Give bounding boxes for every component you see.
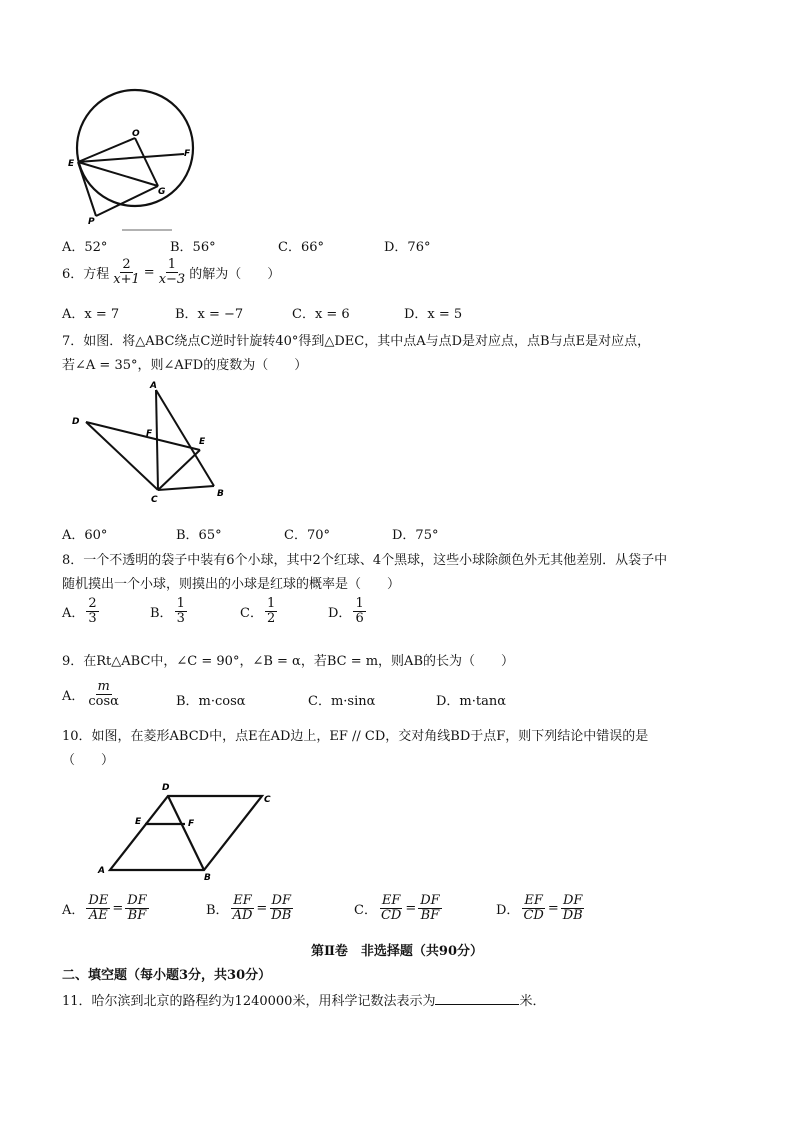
fig5-label-o: O: [132, 129, 140, 139]
fig10-label-e: E: [135, 817, 142, 827]
fig7-label-f: F: [146, 429, 153, 439]
q8-option-a: A． $\frac{2}{3}$: [62, 596, 97, 626]
q6-equals: =: [143, 264, 155, 280]
q10-option-d: D． $\frac{EF}{CD}$ = $\frac{DF}{DB}$: [496, 893, 583, 923]
q11-text: 11．哈尔滨到北京的路程约为1240000米，用科学记数法表示为: [62, 994, 436, 1009]
question-11: [62, 990, 545, 1009]
q10-line-2: （ ）: [62, 753, 115, 768]
section-2-title: 第Ⅱ卷 非选择题（共90分）: [310, 944, 484, 959]
fig10-label-d: D: [162, 783, 170, 793]
q8-line-2: 随机摸出一个小球，则摸出的小球是红球的概率是（ ）: [62, 577, 401, 592]
fig10-label-f: F: [188, 819, 195, 829]
q7-option-c: C．70°: [284, 528, 330, 543]
part-2-heading: 二、填空题（每小题3分，共30分）: [62, 968, 272, 983]
q8-option-c: C． $\frac{1}{2}$: [240, 596, 276, 626]
q5-option-b: B．56°: [170, 240, 216, 255]
fig7-label-b: B: [217, 489, 224, 499]
q5-option-d: D．76°: [384, 240, 431, 255]
q10-line-1: 10．如图，在菱形ABCD中，点E在AD边上，EF // CD，交对角线BD于点F，则下列结论中错误的是: [62, 729, 649, 744]
q6-option-b: B．x = −7: [175, 307, 244, 322]
fig7-label-e: E: [199, 437, 206, 447]
q7-line-1: 7．如图．将△ABC绕点C逆时针旋转40°得到△DEC，其中点A与点D是对应点，点B与点E是对应点，: [62, 334, 651, 349]
q6-option-d: D．x = 5: [404, 307, 463, 322]
fig10-label-c: C: [264, 795, 271, 805]
fig5-label-e: E: [68, 159, 75, 169]
fig7-label-d: D: [72, 417, 80, 427]
q6-option-a: A．x = 7: [62, 307, 120, 322]
fig10-label-a: A: [98, 866, 105, 876]
q11-unit: 米．: [519, 994, 546, 1009]
q6-fraction-right: [157, 258, 188, 286]
q10-option-c: C． $\frac{EF}{CD}$ = $\frac{DF}{BF}$: [354, 893, 440, 923]
q11-answer-blank[interactable]: [435, 992, 519, 1005]
q6-fraction-left: [111, 258, 142, 286]
fig5-label-g: G: [158, 187, 166, 197]
circle-figure: [60, 86, 200, 236]
question-6: [62, 258, 280, 286]
q8-line-1: 8．一个不透明的袋子中装有6个小球，其中2个红球、4个黑球，这些小球除颜色外无其他差别．从袋子中: [62, 553, 668, 568]
q7-line-2: 若∠A = 35°，则∠AFD的度数为（ ）: [62, 358, 308, 373]
q10-option-b: B． $\frac{EF}{AD}$ = $\frac{DF}{DB}$: [206, 893, 292, 923]
fig7-label-c: C: [151, 495, 158, 505]
q5-option-a: A．52°: [62, 240, 108, 255]
q6-frac2-num: 1: [167, 257, 177, 272]
q9-line: 9．在Rt△ABC中，∠C = 90°，∠B = α，若BC = m，则AB的长为（ ）: [62, 654, 514, 669]
q6-frac1-num: 2: [122, 257, 131, 272]
q7-option-b: B．65°: [176, 528, 222, 543]
fig5-label-p: P: [88, 217, 95, 227]
fig5-label-f: F: [184, 149, 191, 159]
q9-option-b: B．m·cosα: [176, 694, 246, 709]
q8-option-d: D． $\frac{1}{6}$: [328, 596, 364, 626]
fig7-label-a: A: [150, 381, 157, 391]
q7-option-a: A．60°: [62, 528, 108, 543]
q9-option-a: A． $\frac{m}{\cos\alpha}$: [62, 679, 119, 709]
q10-option-a: A． $\frac{DE}{AE}$ = $\frac{DF}{BF}$: [62, 893, 147, 923]
q6-option-c: C．x = 6: [292, 307, 350, 322]
q8-option-b: B． $\frac{1}{3}$: [150, 596, 185, 626]
q5-option-c: C．66°: [278, 240, 324, 255]
rhombus-figure: [90, 776, 290, 880]
q9-option-d: D．m·tanα: [436, 694, 507, 709]
q6-prefix: 6．方程: [62, 266, 110, 282]
q6-frac2-den: x−3: [158, 271, 186, 287]
q6-frac1-den: x+1: [113, 271, 140, 287]
q7-option-d: D．75°: [392, 528, 439, 543]
rotation-figure: [66, 378, 246, 514]
q6-tail: 的解为（ ）: [189, 266, 281, 282]
q9-option-c: C．m·sinα: [308, 694, 376, 709]
fig10-label-b: B: [204, 873, 211, 880]
